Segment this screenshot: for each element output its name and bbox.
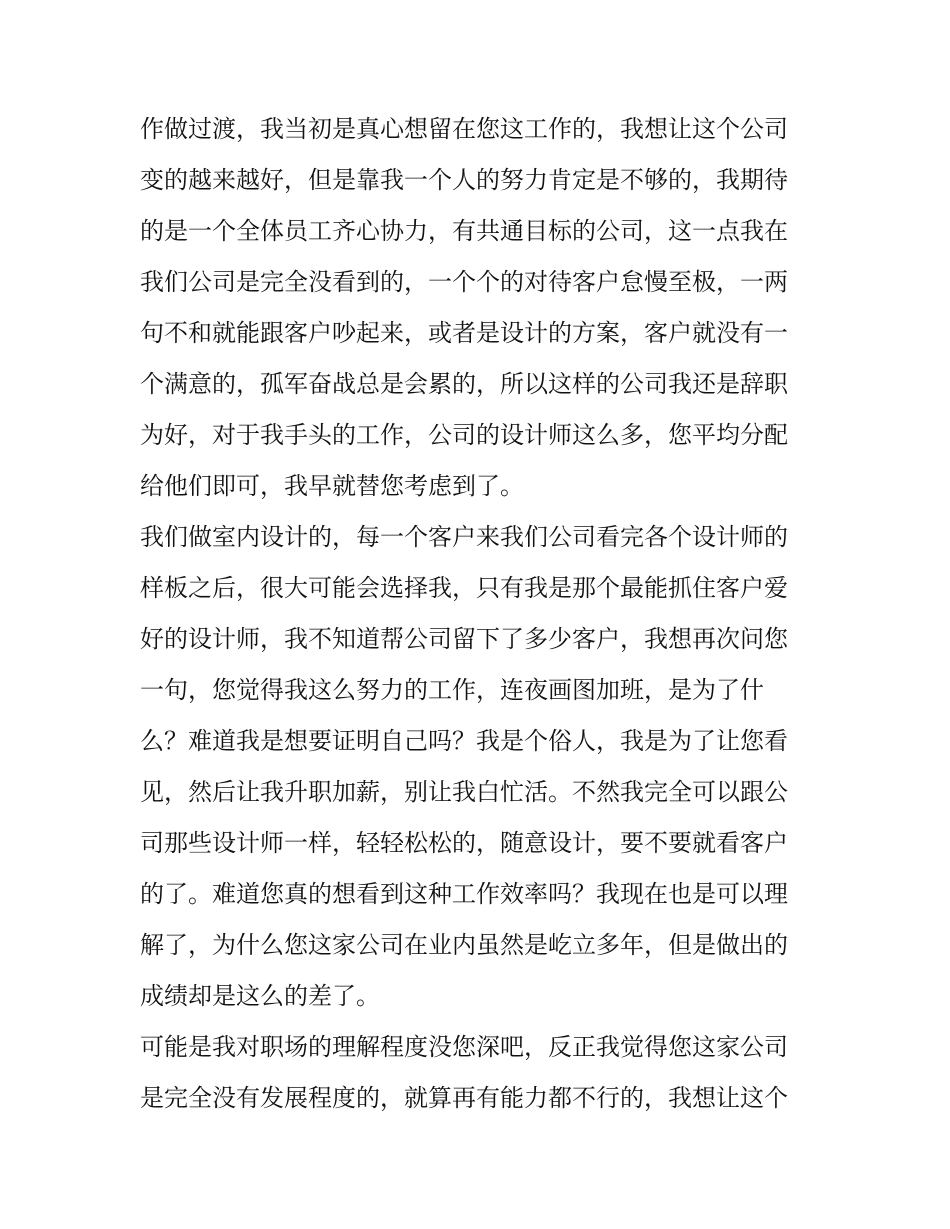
text-line: 样板之后，很大可能会选择我，只有我是那个最能抓住客户爱 bbox=[140, 574, 788, 602]
text-line: 成绩却是这么的差了。 bbox=[140, 982, 380, 1010]
text-line: 句不和就能跟客户吵起来，或者是设计的方案，客户就没有一 bbox=[140, 319, 788, 347]
text-line: 为好，对于我手头的工作，公司的设计师这么多，您平均分配 bbox=[140, 421, 788, 449]
text-line: 是完全没有发展程度的，就算再有能力都不行的，我想让这个 bbox=[140, 1084, 788, 1112]
text-line: 可能是我对职场的理解程度没您深吧，反正我觉得您这家公司 bbox=[140, 1033, 788, 1061]
text-line: 作做过渡，我当初是真心想留在您这工作的，我想让这个公司 bbox=[140, 115, 788, 143]
text-line: 见，然后让我升职加薪，别让我白忙活。不然我完全可以跟公 bbox=[140, 778, 788, 806]
text-line: 变的越来越好，但是靠我一个人的努力肯定是不够的，我期待 bbox=[140, 166, 788, 194]
text-line: 司那些设计师一样，轻轻松松的，随意设计，要不要就看客户 bbox=[140, 829, 788, 857]
text-line: 解了，为什么您这家公司在业内虽然是屹立多年，但是做出的 bbox=[140, 931, 788, 959]
text-line: 么？难道我是想要证明自己吗？我是个俗人，我是为了让您看 bbox=[140, 727, 788, 755]
text-line: 给他们即可，我早就替您考虑到了。 bbox=[140, 472, 524, 500]
text-line: 的了。难道您真的想看到这种工作效率吗？我现在也是可以理 bbox=[140, 880, 788, 908]
text-line: 一句，您觉得我这么努力的工作，连夜画图加班，是为了什 bbox=[140, 676, 764, 704]
text-line: 我们公司是完全没看到的，一个个的对待客户怠慢至极，一两 bbox=[140, 268, 788, 296]
text-line: 好的设计师，我不知道帮公司留下了多少客户，我想再次问您 bbox=[140, 625, 788, 653]
body-text bbox=[140, 104, 820, 1124]
text-line: 个满意的，孤军奋战总是会累的，所以这样的公司我还是辞职 bbox=[140, 370, 788, 398]
text-line: 我们做室内设计的，每一个客户来我们公司看完各个设计师的 bbox=[140, 523, 788, 551]
text-line: 的是一个全体员工齐心协力，有共通目标的公司，这一点我在 bbox=[140, 217, 788, 245]
